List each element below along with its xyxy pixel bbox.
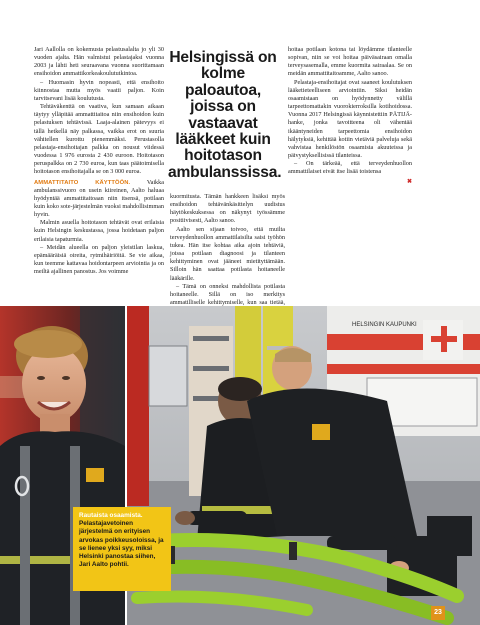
paragraph: Tehtäväkenttä on vaativa, kun samaan aikaan täytyy ylläpitää ammattitaitoa niin ensihoidon kuin pelastuksen tehtävissä. Laaja-alainen pätevyys ei tällä hetkellä näy palkassa, vaikka erot on suuria vähitellen kurottu pienemmäksi. Perustasolla pelastaja-ensihoitajan palkka on nousut viidessä vuodessa 1 976 eurosta 2 430 euroon. Hoitotason peruspalkka on 2 730 euroa, kun taas päätoimisella hoitotason ensihoitajalla se on 3 000 euroa. bbox=[34, 103, 164, 176]
pull-quote: Helsingissä on kolme paloautoa, joissa on vastaavat lääkkeet kuin hoitotason ambulanssissa. bbox=[168, 49, 282, 181]
subheading: AMMATTITAITO KÄYTTÖÖN. bbox=[34, 179, 131, 186]
article-column-2 bbox=[170, 193, 285, 324]
paragraph: Aalto sen sijaan toivoo, että muilta terveydenhuollon ammattilaisilta saisi työhön tukea. Hän itse kohtaa aika ajoin tehtäviä, joissa potilaan diagnoosi ja tilanteen kehittyminen ovat jääneet mietityttämään. Silloin hän saattaa potilasta hoitaneelle lääkärille. bbox=[170, 225, 285, 282]
caption-title: Rautaista osaamista. bbox=[79, 512, 143, 519]
paragraph: Jari Aallolla on kokemusta pelastusalalta jo yli 30 vuoden ajalta. Hän valmistui pelastajaksi vuonna 2003 ja lähti heti seuraavana vuonna suorittamaan ensihoidon ammattikorkeakoulututkintoa. bbox=[34, 46, 164, 78]
paragraph: Vaikka ambulanssivuoro on usein kiireinen, Aalto haluaa hyödyntää ammattitaitoaan niin itsensä, potilaan kuin koko sote-järjestelmän vuoksi mahdollisimman hyvin. bbox=[34, 178, 164, 219]
photo-caption bbox=[73, 507, 171, 591]
paragraph: kuormitusta. Tämän hankkeen lisäksi myös ensihoidon tehtävänkäsittelyn uudistus häytökeskuksessa on näkynyt työssämme positiivisesti, Aalto sanoo. bbox=[170, 193, 285, 225]
paragraph: – Tämä on onneksi mahdollista potilasta hoitaneelle. Sillä on iso merkitys ammatilliselle kehittymiselle, kun saa tietää, bbox=[170, 282, 285, 307]
paragraph: hoitaa potilaan kotona tai löydämme tilanteelle sopivan, niin se voi hoitaa päiväsairaan omalla terveysasemalla, emme kuormita sairaalaa. Se on meidän ammattitaitoamme, Aalto sanoo. bbox=[288, 46, 412, 78]
ambulance-lettering: HELSINGIN KAUPUNKI bbox=[352, 322, 417, 328]
article-column-1 bbox=[34, 46, 164, 276]
firefighters-hose-photo bbox=[127, 306, 480, 625]
caption-body: Pelastajavetoinen järjestelmä on erityisen arvokas poikkeusoloissa, ja se lienee yksi syy, miksi Helsinki panostaa siihen, Jari Aalto pohtii. bbox=[79, 520, 164, 569]
paragraph: – On tärkeää, että terveydenhuollon ammattilaiset eivät itse lisää toistensa bbox=[288, 160, 412, 176]
page-number: 23 bbox=[431, 606, 445, 620]
article-end-icon: ✖ bbox=[406, 178, 412, 185]
paragraph: Malmin asuella hoitotason tehtävät ovat erilaisia kuin Helsingin keskustassa, jossa hoidetaan paljon erilaisia tapaturmia. bbox=[34, 219, 164, 243]
paragraph: Pelastaja-ensihoitajat ovat saaneet koulutuksen lääketieteelliseen arviointiin. Siksi heidän osaamistaan on hyödynnetty välillä tarpeettomattakin vuorokierroksilla kotihoidossa. Vuonna 2017 Helsingissä käynnistettiin PÄTIJÄ-hanke, jonka tavoitteena oli vähentää ikääntyneiden tarpeettomia ensihoidon hälytyksiä, kehittää kotiin vietäviä palveluja sekä vahvistaa henkilöstön osaamista akuuteissa ja päivystyksellisissä tilanteissa. bbox=[288, 78, 412, 160]
paragraph: – Meidän alueella on paljon yleistilan laskua, epämääräisiä oireita, rytmihäiriöitä. Se vie aikaa, kun teemme kattavaa hoidontarpeen arviointia ja on meiltä ajallinen panostus. Jos voimme bbox=[34, 243, 164, 276]
article-column-3 bbox=[288, 46, 412, 186]
paragraph: – Huomasin hyvin nopeasti, että ensihoito kiinnostaa mutta myös vaatii paljon. Koin tarvitsevani lisää koulutusta. bbox=[34, 78, 164, 102]
